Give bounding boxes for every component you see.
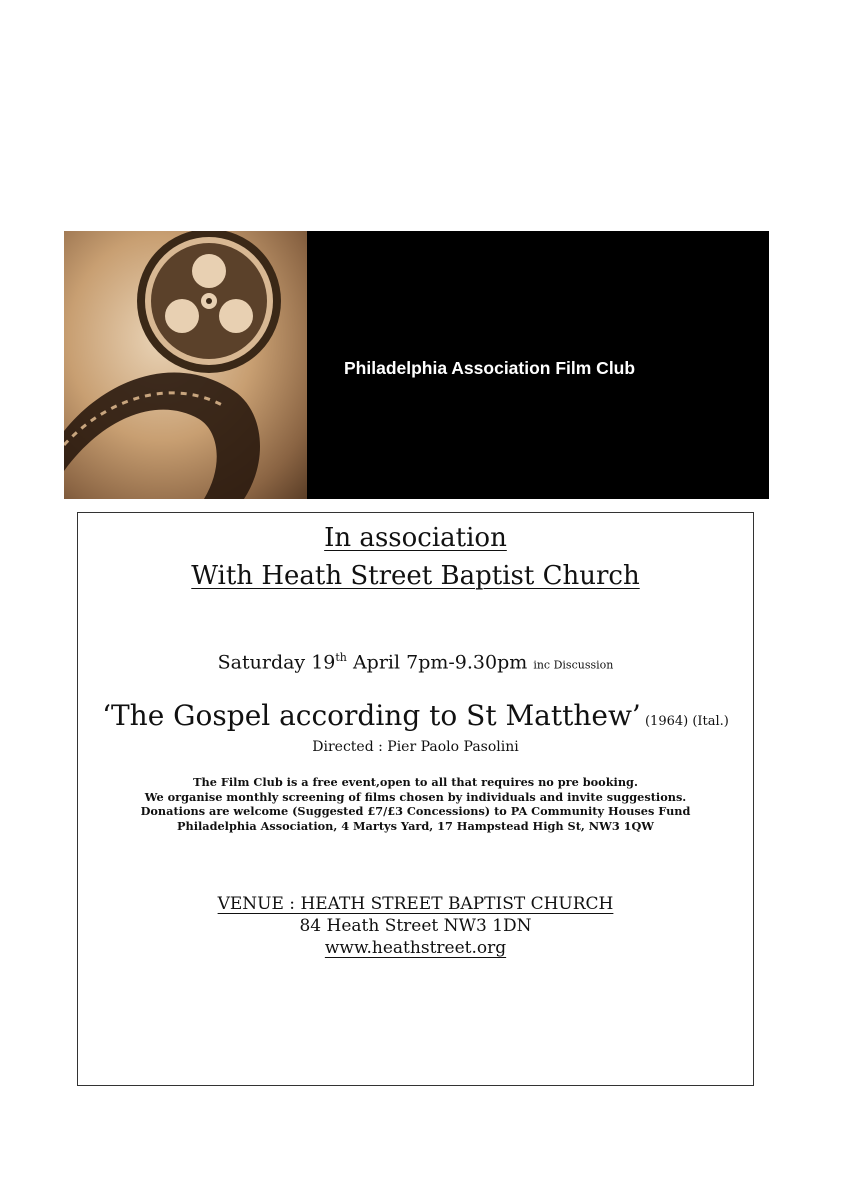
info-line: The Film Club is a free event,open to all that requires no pre booking. (193, 775, 638, 789)
banner (64, 231, 769, 499)
info-block (78, 775, 753, 833)
info-line: Philadelphia Association, 4 Martys Yard, 17 Hampstead High St, NW3 1QW (176, 818, 654, 833)
event-panel (77, 512, 754, 1086)
film-title: ‘The Gospel according to St Matthew’ (1964) (Ital.) (102, 699, 729, 732)
film-reel-image (64, 231, 307, 499)
event-date: Saturday 19th April 7pm-9.30pm inc Discussion (217, 651, 614, 674)
venue-address: 84 Heath Street NW3 1DN (299, 916, 532, 936)
venue-block (78, 893, 753, 959)
venue-website-link[interactable]: www.heathstreet.org (324, 938, 507, 958)
banner-title: Philadelphia Association Film Club (344, 358, 636, 378)
association-heading: In association (324, 523, 507, 553)
film-reel-icon (64, 231, 307, 499)
info-line: We organise monthly screening of films chosen by individuals and invite suggestions. (144, 789, 687, 804)
director-credit: Directed : Pier Paolo Pasolini (312, 739, 519, 755)
venue-label: VENUE : HEATH STREET BAPTIST CHURCH (217, 894, 614, 914)
church-heading: With Heath Street Baptist Church (191, 561, 640, 591)
info-line: Donations are welcome (Suggested £7/£3 Concessions) to PA Community Houses Fund (140, 804, 691, 818)
